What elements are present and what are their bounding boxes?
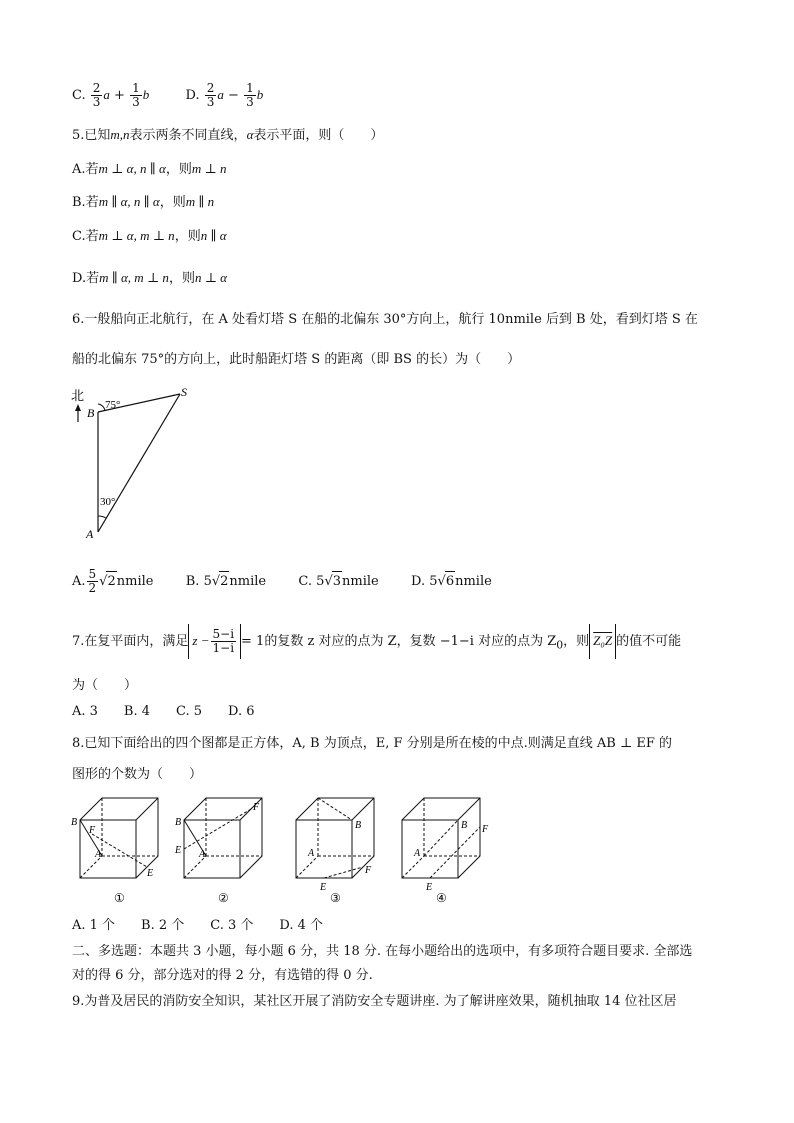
- q4-options: [72, 82, 263, 109]
- q6-options: A. $\frac{5}{2}$ √2nmile B. 5√2nmile C. 5√3nmile D. 5√6nmile: [72, 567, 492, 595]
- q7-stem-line2: 为（ ）: [72, 678, 138, 693]
- q4-option-d-label: D.: [185, 88, 200, 103]
- angle-A-label: 30°: [100, 496, 116, 508]
- operator: −: [228, 88, 239, 103]
- svg-text:A: A: [414, 848, 421, 859]
- fraction: $\frac{1}{3}$: [132, 81, 140, 109]
- q8-figures: [66, 790, 506, 910]
- svg-text:A: A: [308, 848, 315, 859]
- vector-a: a: [103, 87, 110, 102]
- section2-line2: 对的得 6 分，部分选对的得 2 分，有选错的得 0 分.: [72, 968, 373, 983]
- angle-arc-A: [98, 516, 106, 518]
- cube-3: [296, 798, 374, 893]
- segment-AS: [98, 394, 180, 532]
- fraction: $\frac{2}{3}$: [206, 81, 215, 109]
- q9-stem-line1: 9.为普及居民的消防安全知识，某社区开展了消防安全专题讲座. 为了解讲座效果，随机抽取 14 位社区居: [72, 994, 677, 1009]
- cube-4: [402, 798, 489, 893]
- modulus: z − $\frac{5-i}{1-i}$: [188, 624, 241, 659]
- svg-text:E: E: [320, 882, 327, 893]
- figure-label-3: ③: [330, 891, 341, 905]
- q8-stem-line2: 图形的个数为（ ）: [72, 767, 203, 782]
- q6-figure: [66, 384, 206, 544]
- section2-line1: 二、多选题：本题共 3 小题，每小题 6 分，共 18 分. 在每小题给出的选项中，有多项符合题目要求. 全部选: [72, 944, 693, 959]
- fraction: $\frac{1}{3}$: [246, 81, 254, 109]
- q7-stem: 7.在复平面内，满足 z − $\frac{5-i}{1-i}$ = 1的复数 z 对应的点为 Z，复数 −1−i 对应的点为 $Z_0$，则 Z₀Z 的值不可能: [72, 624, 681, 663]
- q6-stem-line2: 船的北偏东 75°的方向上，此时船距灯塔 S 的距离（即 BS 的长）为（ ）: [72, 352, 521, 367]
- figure-label-1: ①: [114, 891, 125, 905]
- point-S: S: [181, 385, 187, 399]
- svg-text:B: B: [355, 820, 362, 831]
- cube-1: [71, 798, 158, 879]
- svg-text:E: E: [147, 868, 154, 879]
- angle-arc-B: [98, 404, 105, 411]
- svg-text:F: F: [253, 802, 260, 813]
- svg-text:F: F: [365, 865, 372, 876]
- svg-text:A: A: [199, 849, 206, 860]
- operator: +: [114, 88, 125, 103]
- svg-text:B: B: [175, 817, 182, 828]
- vector-b: b: [142, 87, 150, 102]
- point-B: B: [87, 406, 95, 420]
- svg-text:A: A: [95, 849, 102, 860]
- svg-text:F: F: [482, 824, 489, 835]
- q5-option-b: B.若m ∥ α, n ∥ α，则m ∥ n: [72, 194, 215, 210]
- vector-a: a: [217, 87, 224, 102]
- fraction: $\frac{2}{3}$: [92, 81, 101, 109]
- vector-b: b: [256, 87, 264, 102]
- q5-stem: 5.已知m,n表示两条不同直线，α表示平面，则（ ）: [72, 127, 384, 143]
- q8-options: A. 1 个 B. 2 个 C. 3 个 D. 4 个: [72, 918, 324, 933]
- figure-label-4: ④: [436, 891, 447, 905]
- svg-text:F: F: [89, 825, 96, 836]
- q5-option-c: C.若m ⊥ α, m ⊥ n，则n ∥ α: [72, 228, 227, 244]
- svg-text:B: B: [461, 820, 468, 831]
- north-label: 北: [71, 388, 85, 403]
- q5-option-d: D.若m ∥ α, m ⊥ n，则n ⊥ α: [72, 270, 228, 286]
- q7-options: A. 3 B. 4 C. 5 D. 6: [72, 704, 255, 719]
- q8-stem-line1: 8.已知下面给出的四个图都是正方体，A, B 为顶点，E, F 分别是所在棱的中点.则满足直线 AB ⊥ EF 的: [72, 736, 672, 751]
- svg-text:E: E: [175, 845, 182, 856]
- q4-option-c-label: C.: [72, 88, 86, 103]
- svg-text:B: B: [71, 817, 78, 828]
- svg-text:E: E: [426, 882, 433, 893]
- angle-B-label: 75°: [105, 399, 121, 411]
- q5-option-a: A.若m ⊥ α, n ∥ α，则m ⊥ n: [72, 161, 227, 177]
- north-arrowhead-icon: [75, 404, 81, 411]
- cube-2: [174, 798, 262, 878]
- point-A: A: [86, 527, 94, 541]
- q6-stem-line1: 6.一般船向正北航行，在 A 处看灯塔 S 在船的北偏东 30°方向上，航行 10nmile 后到 B 处，看到灯塔 S 在: [72, 312, 698, 327]
- figure-label-2: ②: [218, 891, 229, 905]
